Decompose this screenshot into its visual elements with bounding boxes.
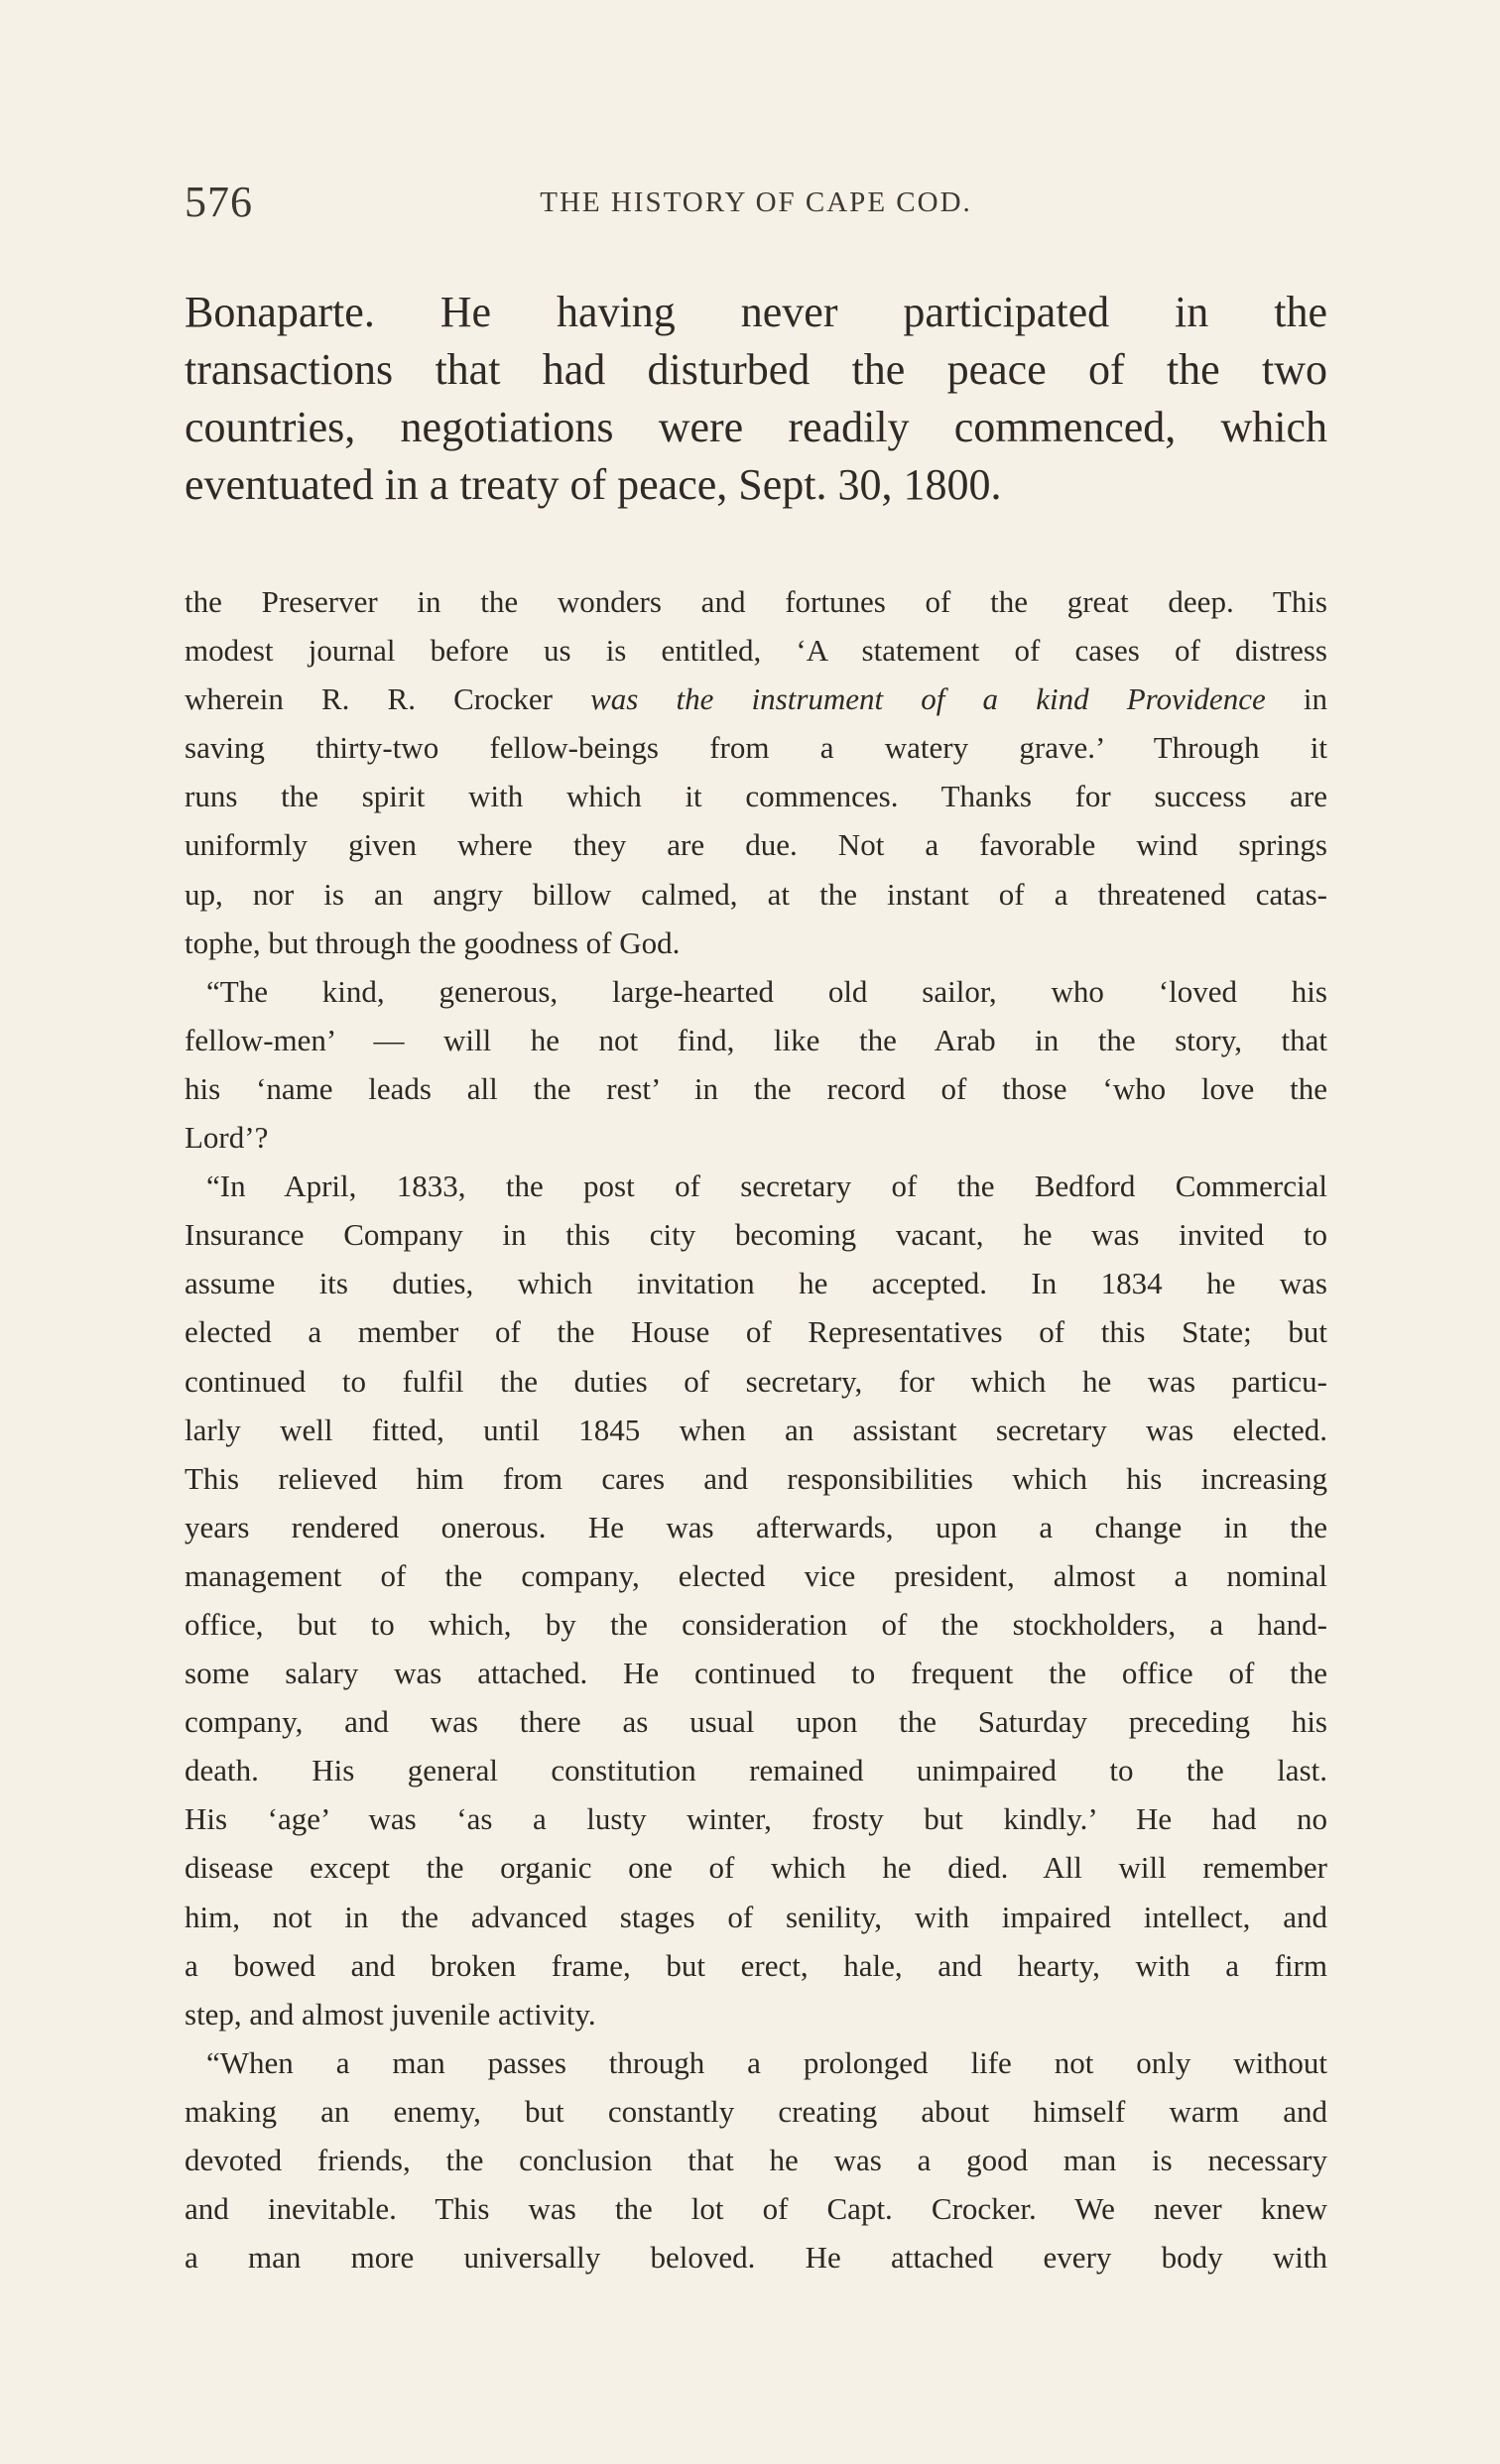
- text-line: continued to fulfil the duties of secretary, for which he was particu-: [185, 1363, 1327, 1399]
- book-page: [185, 0, 1327, 2464]
- running-head: THE HISTORY OF CAPE COD.: [540, 186, 972, 218]
- text-line: company, and was there as usual upon the Saturday preceding his: [185, 1704, 1327, 1740]
- text-line: disease except the organic one of which he died. All will remember: [185, 1850, 1327, 1886]
- text-line: This relieved him from cares and responsibilities which his increasing: [185, 1460, 1327, 1496]
- text-line: elected a member of the House of Representatives of this State; but: [185, 1314, 1327, 1350]
- text-line: runs the spirit with which it commences. Thanks for success are: [185, 779, 1327, 814]
- text-line: assume its duties, which invitation he accepted. In 1834 he was: [185, 1266, 1327, 1301]
- text-segment: in: [1265, 681, 1327, 717]
- text-line: Bonaparte. He having never participated in the: [185, 288, 1327, 336]
- italic-phrase: was the instrument of a kind Providence: [590, 681, 1266, 717]
- text-line: larly well fitted, until 1845 when an assistant secretary was elected.: [185, 1412, 1327, 1447]
- text-line: Insurance Company in this city becoming vacant, he was invited to: [185, 1217, 1327, 1253]
- text-line: devoted friends, the conclusion that he was a good man is necessary: [185, 2143, 1327, 2177]
- text-line: Lord’?: [185, 1120, 269, 1156]
- text-line: “In April, 1833, the post of secretary of the Bedford Commercial: [206, 1169, 1327, 1204]
- text-line: step, and almost juvenile activity.: [185, 1996, 596, 2032]
- text-line: tophe, but through the goodness of God.: [185, 924, 681, 960]
- page-header: [185, 177, 1327, 236]
- text-line: and inevitable. This was the lot of Capt. Crocker. We never knew: [185, 2191, 1327, 2227]
- text-line: management of the company, elected vice president, almost a nominal: [185, 1557, 1327, 1593]
- small-type-passage: [185, 577, 1327, 2281]
- text-line: up, nor is an angry billow calmed, at the instant of a threatened catas-: [185, 876, 1327, 912]
- text-line: “The kind, generous, large-hearted old sailor, who ‘loved his: [206, 973, 1327, 1009]
- page-number: 576: [185, 178, 253, 226]
- text-line: [185, 675, 1327, 723]
- text-line: a man more universally beloved. He attached every body with: [185, 2240, 1327, 2276]
- text-line: uniformly given where they are due. Not a favorable wind springs: [185, 827, 1327, 863]
- text-line: countries, negotiations were readily commenced, which: [185, 403, 1327, 451]
- text-line: him, not in the advanced stages of senility, with impaired intellect, and: [185, 1899, 1327, 1934]
- text-line: a bowed and broken frame, but erect, hale, and hearty, with a firm: [185, 1947, 1327, 1983]
- text-line: some salary was attached. He continued to frequent the office of the: [185, 1656, 1327, 1691]
- text-line: office, but to which, by the consideration of the stockholders, a hand-: [185, 1606, 1327, 1642]
- text-line: death. His general constitution remained unimpaired to the last.: [185, 1753, 1327, 1788]
- text-line: modest journal before us is entitled, ‘A statement of cases of distress: [185, 633, 1327, 669]
- text-line: “When a man passes through a prolonged life not only without: [206, 2044, 1327, 2080]
- text-line: His ‘age’ was ‘as a lusty winter, frosty but kindly.’ He had no: [185, 1801, 1327, 1837]
- text-line: saving thirty-two fellow-beings from a watery grave.’ Through it: [185, 730, 1327, 766]
- text-line: making an enemy, but constantly creating about himself warm and: [185, 2093, 1327, 2129]
- text-line: transactions that had disturbed the peace of the two: [185, 345, 1327, 394]
- text-line: eventuated in a treaty of peace, Sept. 30, 1800.: [185, 460, 1002, 509]
- text-line: years rendered onerous. He was afterwards, upon a change in the: [185, 1509, 1327, 1544]
- text-segment: wherein R. R. Crocker: [185, 681, 591, 717]
- text-line: the Preserver in the wonders and fortunes of the great deep. This: [185, 584, 1327, 619]
- text-line: his ‘name leads all the rest’ in the record of those ‘who love the: [185, 1070, 1327, 1106]
- text-line: fellow-men’ — will he not find, like the Arab in the story, that: [185, 1022, 1327, 1057]
- large-type-passage: [185, 284, 1327, 514]
